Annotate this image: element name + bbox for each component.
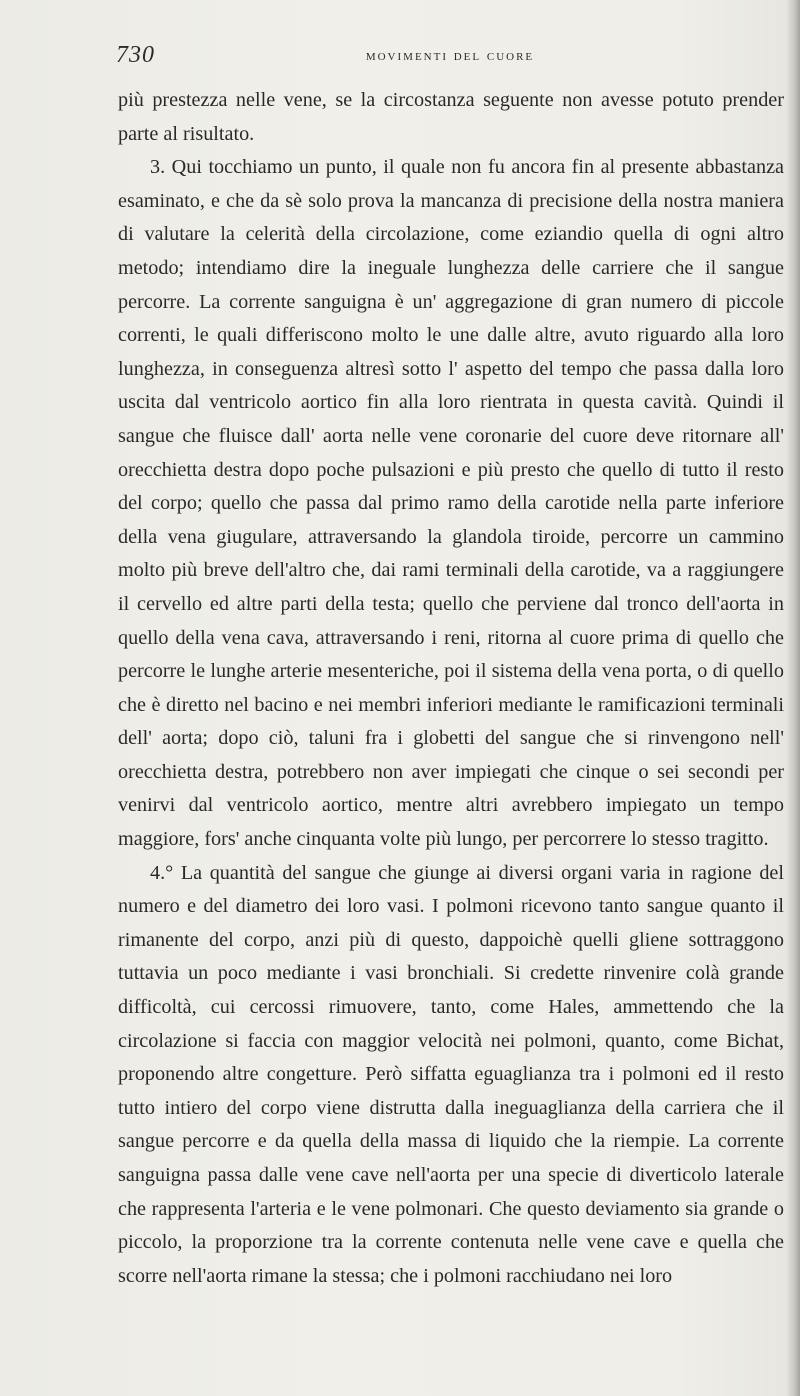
page-number: 730 <box>116 42 155 68</box>
page-edge-shadow <box>786 0 800 1396</box>
paragraph-continuation: più prestezza nelle vene, se la circostanza seguente non avesse potuto prender parte al risultato. <box>118 89 784 145</box>
text-body <box>118 84 784 1293</box>
running-title: movimenti del cuore <box>365 48 535 64</box>
running-head <box>116 42 784 76</box>
paragraph-section-3: 3. Qui tocchiamo un punto, il quale non fu ancora fin al presente abbastanza esaminato, e che da sè solo prova la mancanza di precisione della nostra maniera di valutare la celerità della circolazione, come eziandio quella di ogni altro metodo; intendiamo dire la ineguale lunghezza delle carriere che il sangue percorre. La corrente sanguigna è un' aggregazione di gran numero di piccole correnti, le quali differiscono molto le une dalle altre, avuto riguardo alla loro lunghezza, in conseguenza altresì sotto l' aspetto del tempo che passa dalla loro uscita dal ventricolo aortico fin alla loro rientrata in questa cavità. Quindi il sangue che fluisce dall' aorta nelle vene coronarie del cuore deve ritornare all' orecchietta destra dopo poche pulsazioni e più presto che quello di tutto il resto del corpo; quello che passa dal primo ramo della carotide nella parte inferiore della vena giugulare, attraversando la glandola tiroide, percorre un cammino molto più breve dell'altro che, dai rami terminali della carotide, va a raggiungere il cervello ed altre parti della testa; quello che perviene dal tronco dell'aorta in quello della vena cava, attraversando i reni, ritorna al cuore prima di quello che percorre le lunghe arterie mesenteriche, poi il sistema della vena porta, o di quello che è diretto nel bacino e nei membri inferiori mediante le ramificazioni terminali dell' aorta; dopo ciò, taluni fra i globetti del sangue che si rinvengono nell' orecchietta destra, potrebbero non aver impiegati che cinque o sei secondi per venirvi dal ventricolo aortico, mentre altri avrebbero impiegato un tempo maggiore, fors' anche cinquanta volte più lungo, per percorrere lo stesso tragitto. <box>118 156 784 851</box>
paragraph-section-4: 4.° La quantità del sangue che giunge ai diversi organi varia in ragione del numero e del diametro dei loro vasi. I polmoni ricevono tanto sangue quanto il rimanente del corpo, anzi più di questo, dappoichè quelli gliene sottraggono tuttavia un poco mediante i vasi bronchiali. Si credette rinvenire colà grande difficoltà, cui cercossi rimuovere, tanto, come Hales, ammettendo che la circolazione si faccia con maggior velocità nei polmoni, quanto, come Bichat, proponendo altre congetture. Però siffatta eguaglianza tra i polmoni ed il resto tutto intiero del corpo viene distrutta dalla ineguaglianza della carriera che il sangue percorre e da quella della massa di liquido che la riempie. La corrente sanguigna passa dalle vene cave nell'aorta per una specie di diverticolo laterale che rappresenta l'arteria e le vene polmonari. Che questo deviamento sia grande o piccolo, la proporzione tra la corrente contenuta nelle vene cave e quella che scorre nell'aorta rimane la stessa; che i polmoni racchiudano nei loro <box>118 861 784 1287</box>
